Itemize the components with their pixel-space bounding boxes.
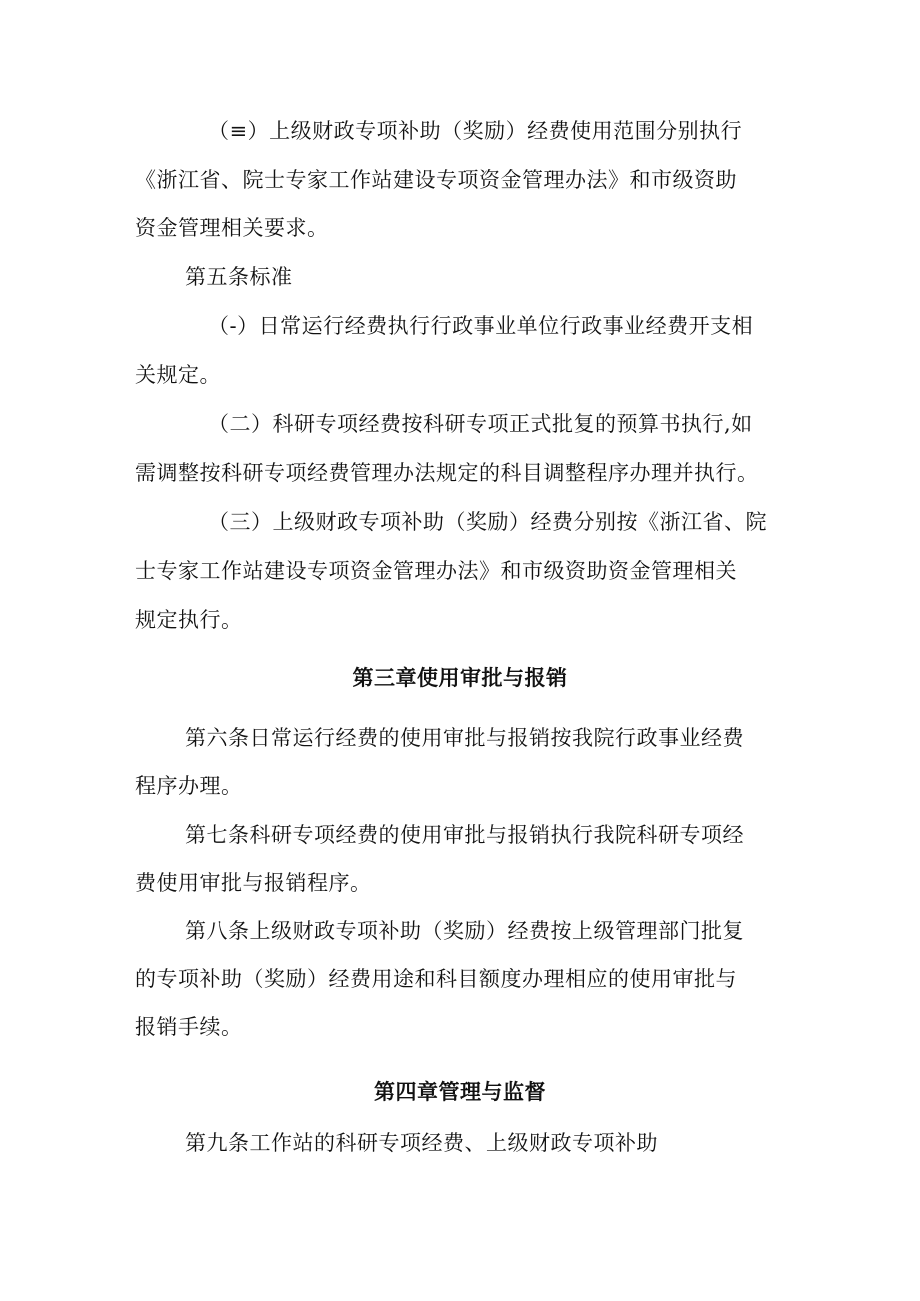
paragraph-line: 费使用审批与报销程序。 xyxy=(135,871,372,895)
paragraph-line: 规定执行。 xyxy=(135,608,243,632)
paragraph-line: 的专项补助（奖励）经费用途和科目额度办理相应的使用审批与 xyxy=(135,967,737,991)
chapter-heading: 第三章使用审批与报销 xyxy=(352,665,568,690)
paragraph-line: 资金管理相关要求。 xyxy=(135,216,329,240)
paragraph-line: 第七条科研专项经费的使用审批与报销执行我院科研专项经 xyxy=(185,823,744,847)
paragraph-line: （二）科研专项经费按科研专项正式批复的预算书执行,如 xyxy=(208,412,753,436)
paragraph-line: （≡）上级财政专项补助（奖励）经费使用范围分别执行 xyxy=(208,119,743,143)
paragraph-line: 士专家工作站建设专项资金管理办法》和市级资助资金管理相关 xyxy=(135,559,737,583)
paragraph-line: （-）日常运行经费执行行政事业单位行政事业经费开支相 xyxy=(208,314,754,338)
paragraph-line: （三）上级财政专项补助（奖励）经费分别按《浙江省、院 xyxy=(208,510,767,534)
paragraph-line: 关规定。 xyxy=(135,363,221,387)
paragraph-line: 《浙江省、院士专家工作站建设专项资金管理办法》和市级资助 xyxy=(135,168,737,192)
paragraph-line: 第六条日常运行经费的使用审批与报销按我院行政事业经费 xyxy=(185,726,744,750)
paragraph-line: 程序办理。 xyxy=(135,774,243,798)
paragraph-line: 报销手续。 xyxy=(135,1015,243,1039)
paragraph-line: 第九条工作站的科研专项经费、上级财政专项补助 xyxy=(185,1131,658,1155)
paragraph-line: 第八条上级财政专项补助（奖励）经费按上级管理部门批复 xyxy=(185,919,744,943)
paragraph-line: 需调整按科研专项经费管理办法规定的科目调整程序办理并执行。 xyxy=(135,461,759,485)
chapter-heading: 第四章管理与监督 xyxy=(374,1079,546,1104)
article-title: 第五条标准 xyxy=(185,265,293,289)
